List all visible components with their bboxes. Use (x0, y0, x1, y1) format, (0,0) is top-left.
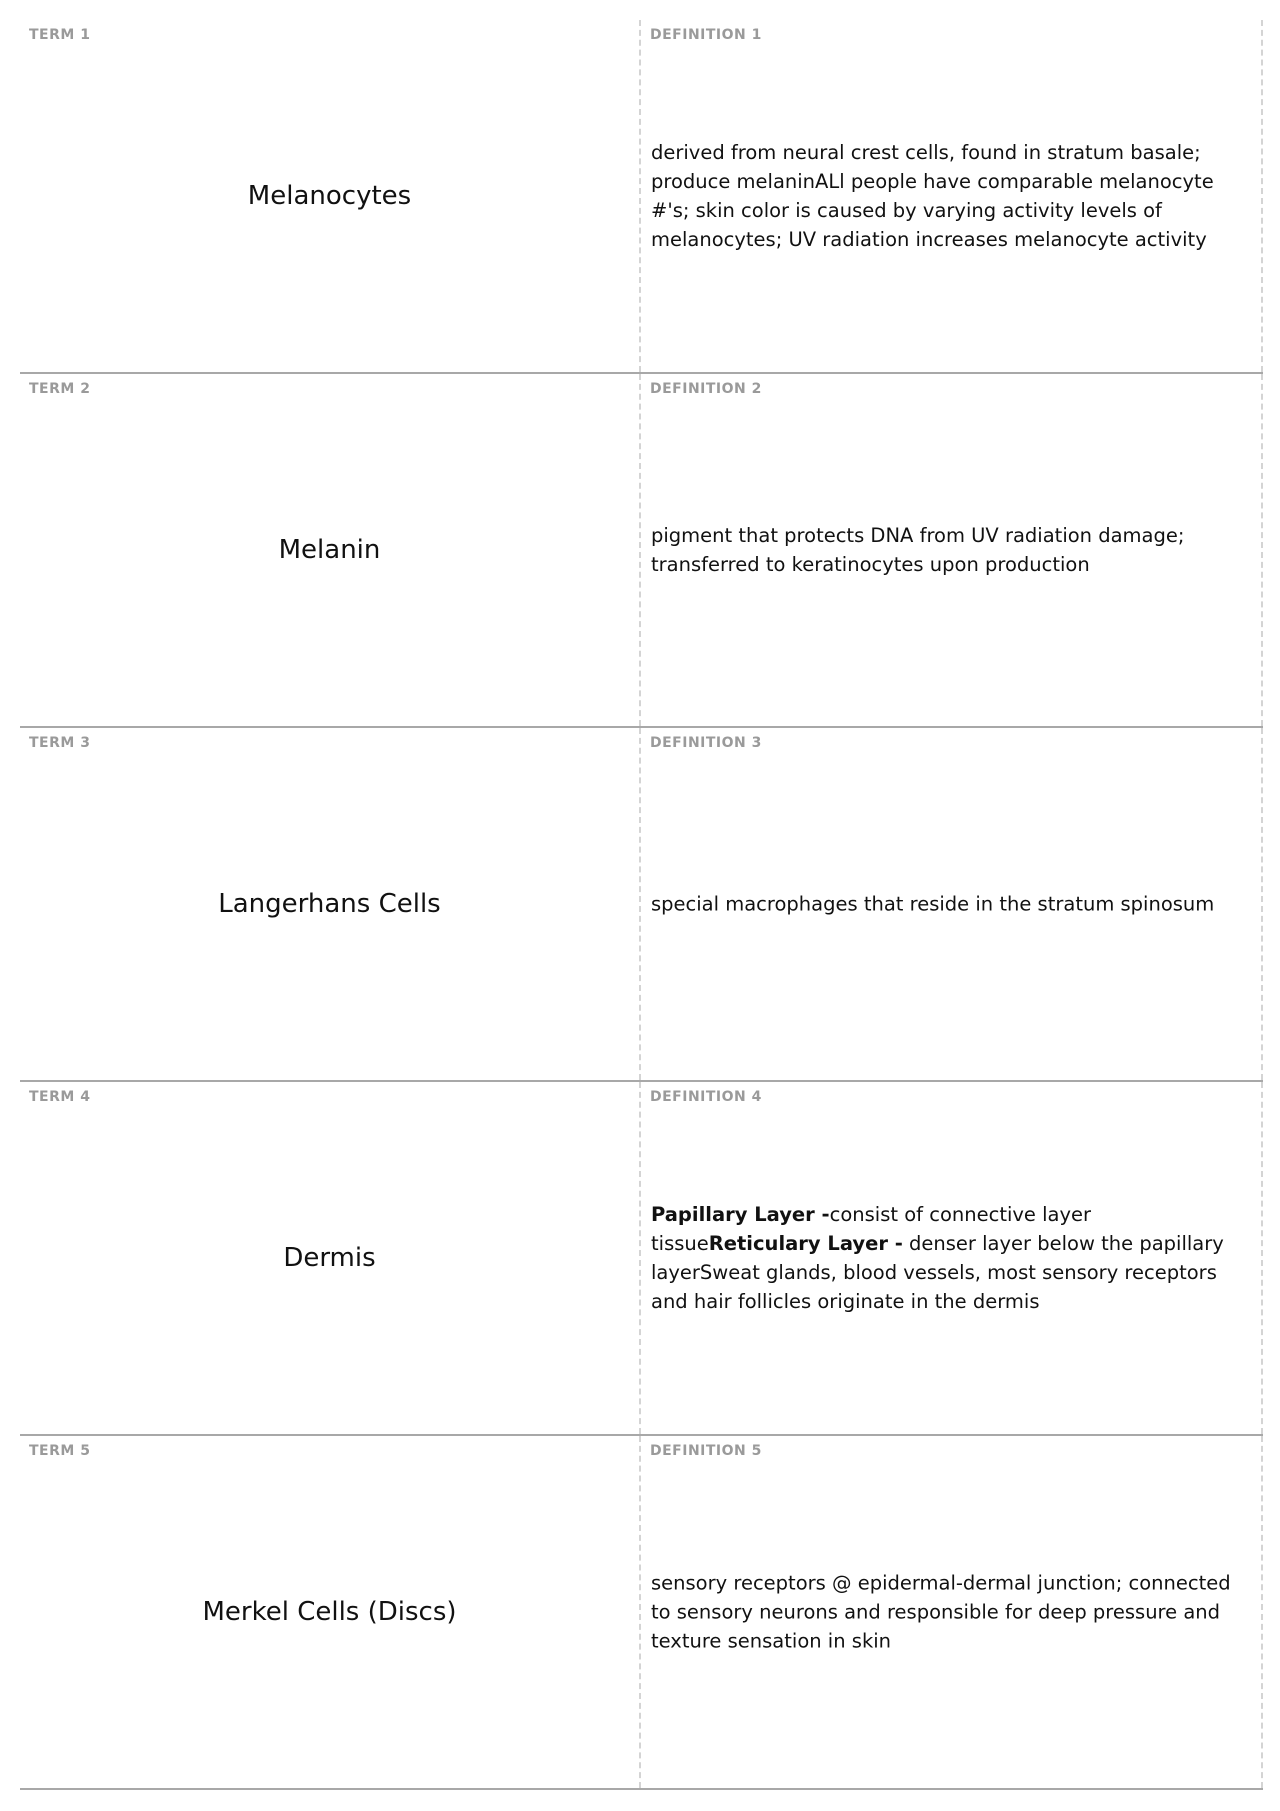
definition-segment: denser layer below the papillary layerSweat glands, blood vessels, most sensory receptors and hair follicles originate in the dermis (651, 1232, 1224, 1313)
card-row-3 (20, 728, 1263, 1082)
term-cell (20, 728, 641, 1080)
definition-cell (641, 1082, 1263, 1434)
card-row-4 (20, 1082, 1263, 1436)
term-text: Melanocytes (247, 181, 412, 211)
term-label: TERM 2 (29, 381, 91, 397)
term-cell (20, 374, 641, 726)
term-text: Langerhans Cells (218, 889, 441, 919)
term-label: TERM 3 (29, 735, 91, 751)
definition-cell (641, 374, 1263, 726)
definition-text: sensory receptors @ epidermal-dermal junction; connected to sensory neurons and responsible for deep pressure and texture sensation in skin (651, 1571, 1231, 1653)
term-text: Melanin (278, 535, 381, 565)
term-label: TERM 1 (29, 27, 91, 43)
definition-cell (641, 20, 1263, 372)
definition-bold-term: Papillary Layer - (651, 1203, 830, 1226)
term-cell (20, 20, 641, 372)
card-row-5 (20, 1436, 1263, 1790)
term-label: TERM 4 (29, 1089, 91, 1105)
definition-text: special macrophages that reside in the stratum spinosum (651, 892, 1215, 916)
definition-label: DEFINITION 5 (650, 1443, 762, 1459)
definition-text (651, 1200, 1245, 1316)
definition-text: pigment that protects DNA from UV radiation damage; transferred to keratinocytes upon production (651, 524, 1185, 576)
term-cell (20, 1436, 641, 1788)
definition-label: DEFINITION 2 (650, 381, 762, 397)
definition-cell (641, 728, 1263, 1080)
term-label: TERM 5 (29, 1443, 91, 1459)
card-row-1 (20, 20, 1263, 374)
definition-bold-term: Reticulary Layer - (708, 1232, 903, 1255)
definition-label: DEFINITION 3 (650, 735, 762, 751)
flashcard-sheet (20, 20, 1263, 1790)
term-text: Merkel Cells (Discs) (202, 1597, 457, 1627)
definition-text: derived from neural crest cells, found in stratum basale; produce melaninALl people have comparable melanocyte #'s; skin color is caused by varying activity levels of melanocytes; UV radiation increases melanocyte activity (651, 141, 1214, 251)
definition-cell (641, 1436, 1263, 1788)
term-text: Dermis (283, 1243, 376, 1273)
definition-label: DEFINITION 1 (650, 27, 762, 43)
definition-segment: consist of connective layer tissue (651, 1203, 1092, 1255)
definition-label: DEFINITION 4 (650, 1089, 762, 1105)
term-cell (20, 1082, 641, 1434)
card-row-2 (20, 374, 1263, 728)
